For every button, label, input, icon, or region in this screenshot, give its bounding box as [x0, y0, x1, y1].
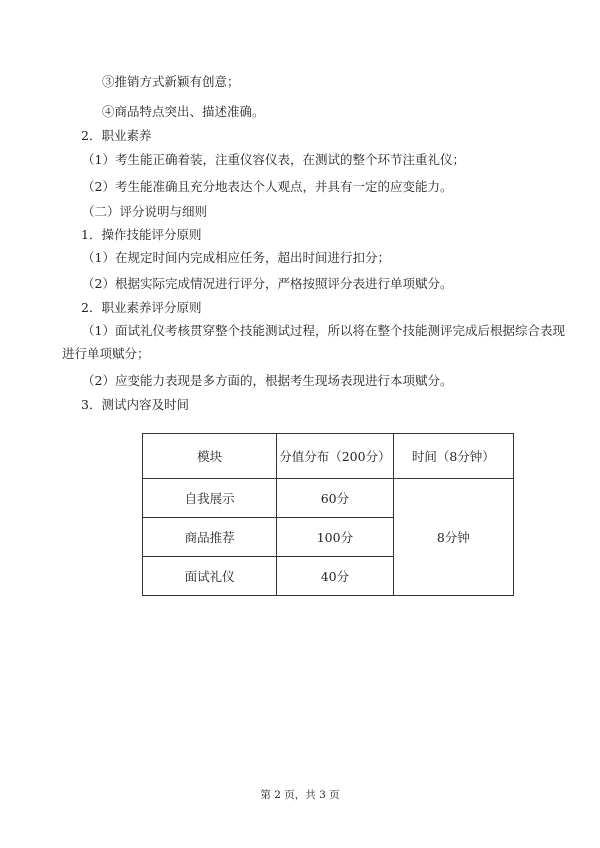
- score-cell: 40分: [277, 557, 393, 596]
- table-header-cell: 时间（8分钟）: [393, 434, 513, 479]
- module-cell: 自我展示: [143, 479, 277, 518]
- paragraph-line: （2）根据实际完成情况进行评分，严格按照评分表进行单项赋分。: [82, 276, 453, 291]
- paragraph-line: （2）考生能准确且充分地表达个人观点，并具有一定的应变能力。: [82, 179, 453, 194]
- table-header-cell: 模块: [143, 434, 277, 479]
- section-heading: 2．职业素养评分原则: [81, 300, 202, 315]
- module-cell: 商品推荐: [143, 518, 277, 557]
- table-header-cell: 分值分布（200分）: [277, 434, 393, 479]
- paragraph-line: ③推销方式新颖有创意；: [102, 74, 240, 89]
- paragraph-line: （1）在规定时间内完成相应任务，超出时间进行扣分；: [82, 250, 390, 265]
- page-footer: 第 2 页，共 3 页: [260, 789, 340, 801]
- score-cell: 100分: [277, 518, 393, 557]
- paragraph-line: （1）面试礼仪考核贯穿整个技能测试过程，所以将在整个技能测评完成后根据综合表现: [82, 323, 565, 338]
- paragraph-line: （2）应变能力表现是多方面的，根据考生现场表现进行本项赋分。: [82, 373, 453, 388]
- paragraph-line: （1）考生能正确着装，注重仪容仪表，在测试的整个环节注重礼仪；: [82, 152, 465, 167]
- module-cell: 面试礼仪: [143, 557, 277, 596]
- paragraph-line: 进行单项赋分；: [62, 346, 150, 361]
- table-header-row: [143, 434, 514, 479]
- score-table: [142, 433, 514, 596]
- table-row: [143, 479, 514, 518]
- paragraph-line: ④商品特点突出、描述准确。: [102, 104, 265, 119]
- time-cell: 8分钟: [393, 479, 513, 596]
- section-heading: （二）评分说明与细则: [82, 204, 208, 219]
- section-heading: 3．测试内容及时间: [81, 397, 189, 412]
- section-heading: 1．操作技能评分原则: [81, 227, 202, 242]
- section-heading: 2．职业素养: [81, 128, 152, 143]
- score-cell: 60分: [277, 479, 393, 518]
